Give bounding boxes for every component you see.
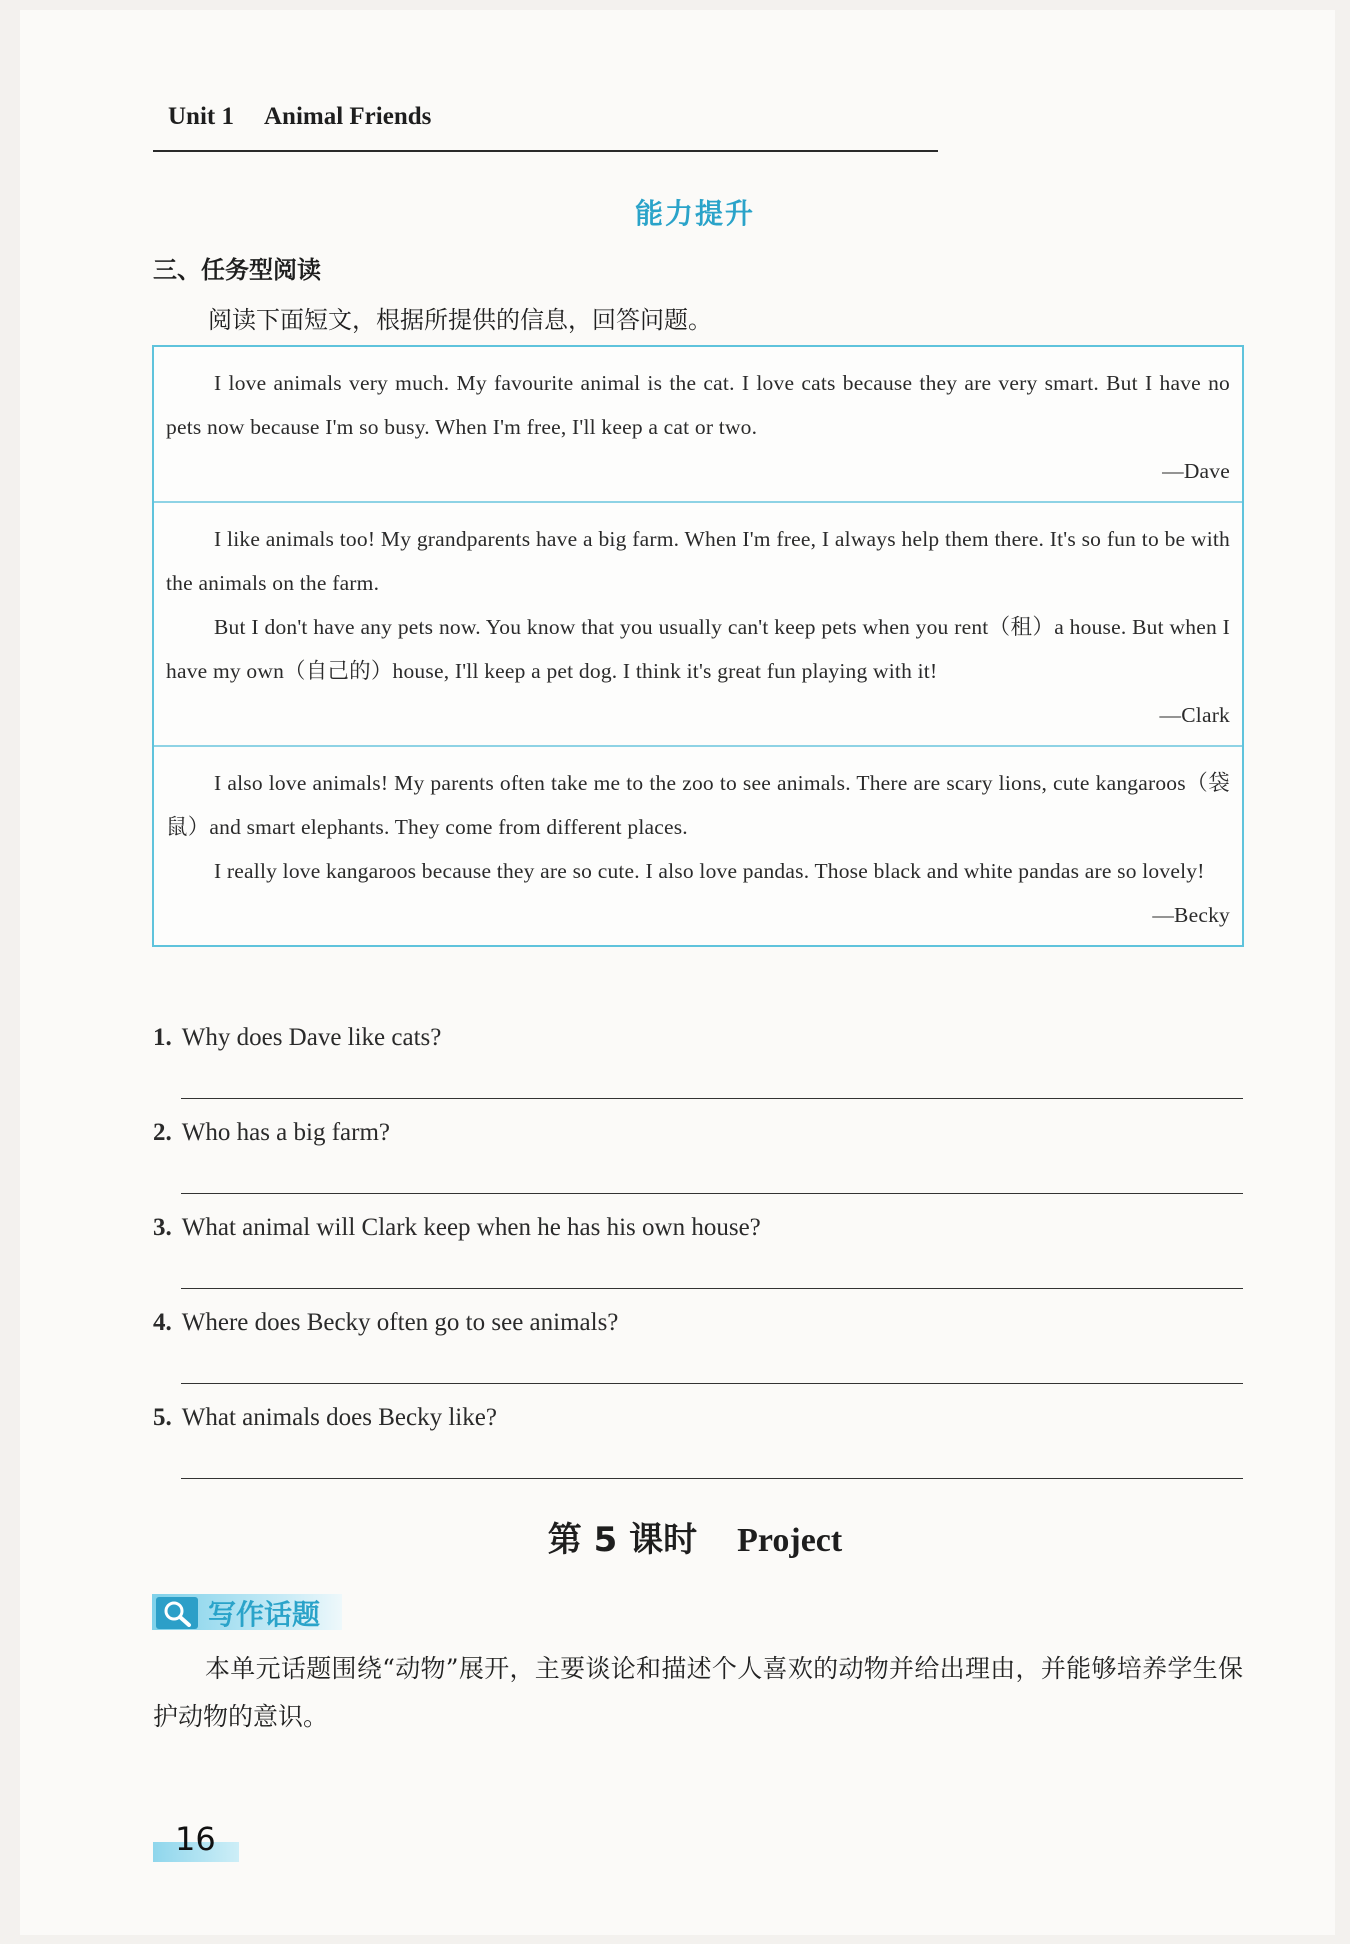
question-number: 5. [153,1404,172,1431]
question-number: 4. [153,1309,172,1336]
page-header [168,103,431,131]
writing-topic-description: 本单元话题围绕“动物”展开，主要谈论和描述个人喜欢的动物并给出理由，并能够培养学生保护动物的意识。 [153,1654,1243,1731]
passage-paragraph: I like animals too! My grandparents have a big farm. When I'm free, I always help them there. It's so fun to be with the animals on the farm. [166,527,1230,595]
answer-line[interactable] [181,1288,1243,1289]
passage-signature: —Clark [1159,703,1230,727]
magnifier-icon [156,1597,198,1629]
lesson-number: 第 5 课时 [547,1520,698,1560]
lesson-name: Project [737,1522,843,1559]
question-text: What animal will Clark keep when he has his own house? [181,1214,761,1241]
page-number-text: 16 [175,1820,216,1858]
question-number: 1. [153,1024,172,1051]
answer-line[interactable] [181,1383,1243,1384]
task-heading: 三、任务型阅读 [153,256,321,284]
passage-paragraph: I really love kangaroos because they are so cute. I also love pandas. Those black and white pandas are so lovely! [214,859,1205,883]
passage-dave [154,347,1242,501]
question-text: What animals does Becky like? [181,1404,497,1431]
question-number: 3. [153,1214,172,1241]
section-title: 能力提升 [634,197,755,230]
question-item [153,1208,1243,1303]
question-item [153,1113,1243,1208]
writing-topic-badge [152,1591,342,1633]
passage-paragraph: I love animals very much. My favourite animal is the cat. I love cats because they are very smart. But I have no pets now because I'm so busy. When I'm free, I'll keep a cat or two. [166,371,1230,439]
passage-becky [154,745,1242,945]
reading-box [152,345,1244,947]
task-instruction: 阅读下面短文，根据所提供的信息，回答问题。 [208,306,712,334]
passage-paragraph: But I don't have any pets now. You know that you usually can't keep pets when you rent（租）a house. But when I have my own（自己的）house, I'll keep a pet dog. I think it's great fun playing with it! [166,615,1230,683]
passage-paragraph: I also love animals! My parents often take me to the zoo to see animals. There are scary lions, cute kangaroos（袋鼠）and smart elephants. They come from different places. [166,771,1230,839]
answer-line[interactable] [181,1098,1243,1099]
question-number: 2. [153,1119,172,1146]
unit-label: Unit 1 [168,103,234,130]
passage-signature: —Becky [1152,903,1230,927]
answer-line[interactable] [181,1193,1243,1194]
passage-clark [154,501,1242,745]
question-text: Who has a big farm? [181,1119,391,1146]
unit-title: Animal Friends [263,103,432,130]
question-item [153,1303,1243,1398]
question-text: Why does Dave like cats? [181,1024,442,1051]
question-list [153,1018,1243,1493]
lesson-title [0,1512,1350,1561]
passage-signature: —Dave [1162,459,1230,483]
writing-topic-label: 写作话题 [208,1598,321,1631]
question-item [153,1398,1243,1493]
page-number [153,1820,239,1860]
question-text: Where does Becky often go to see animals? [181,1309,619,1336]
answer-line[interactable] [181,1478,1243,1479]
header-divider [153,150,938,152]
question-item [153,1018,1243,1113]
